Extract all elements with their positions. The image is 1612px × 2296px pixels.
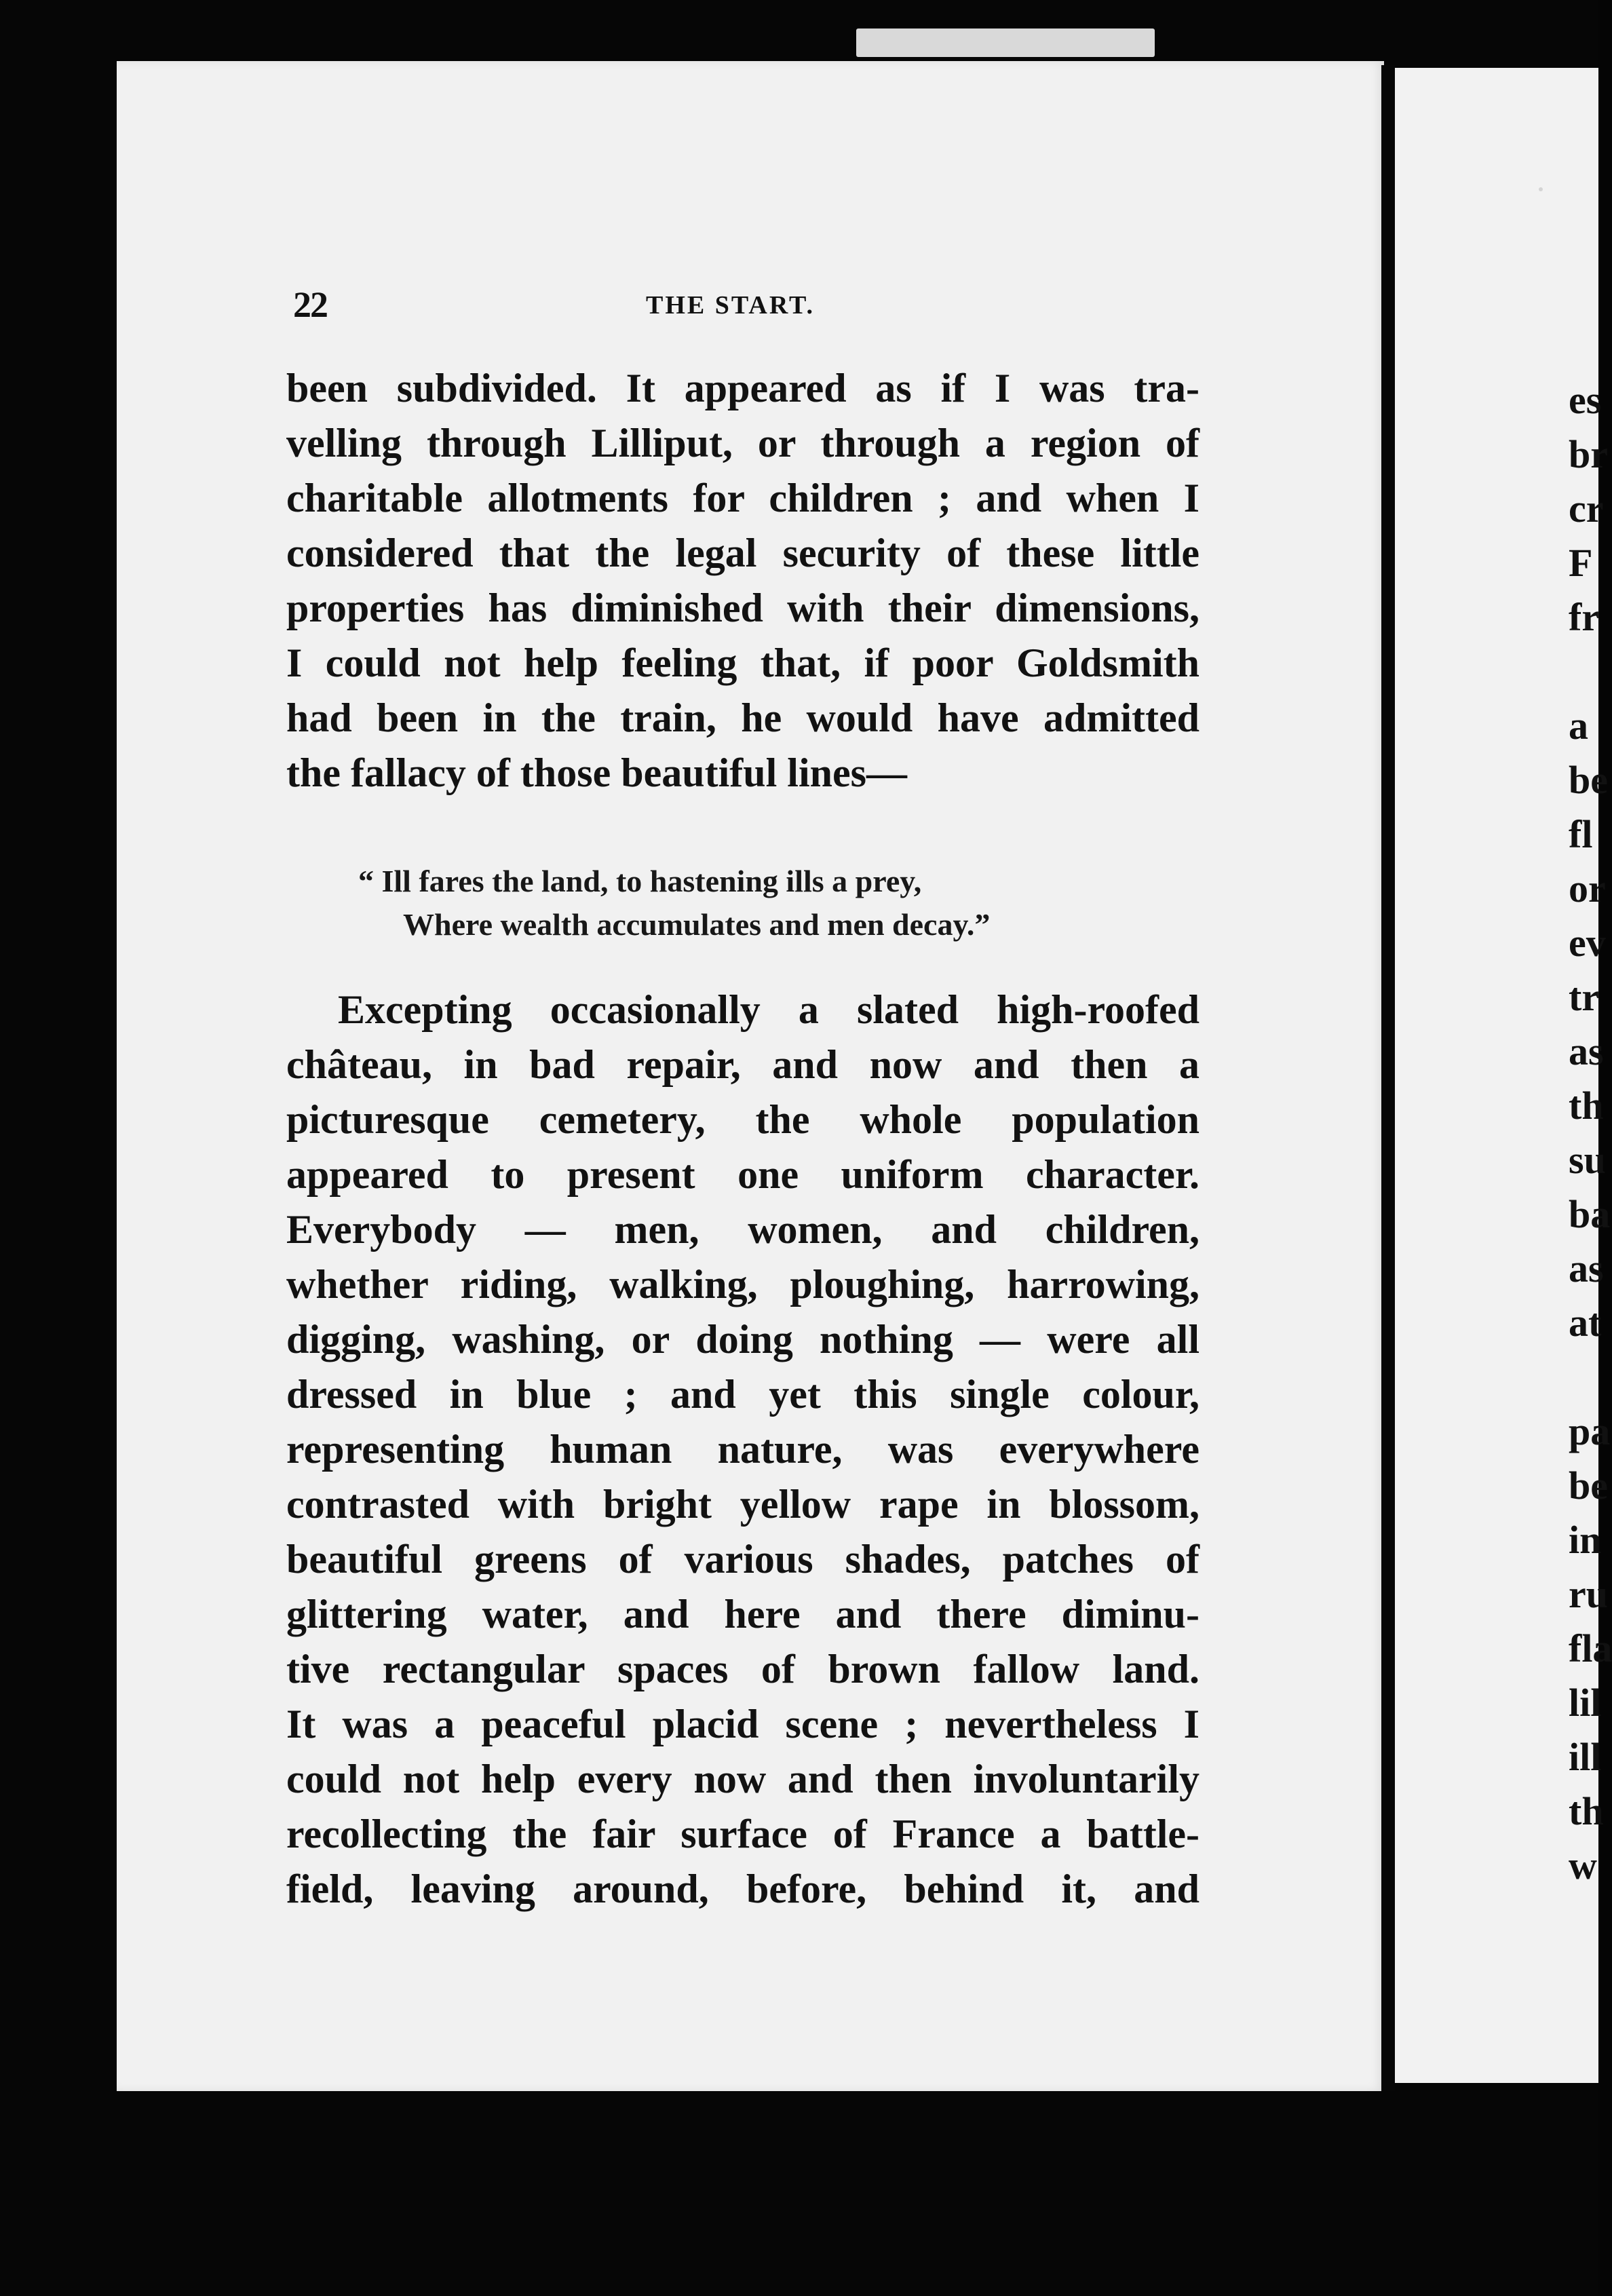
text-line: digging, washing, or doing nothing — were all: [286, 1317, 1200, 1362]
text-line: I could not help feeling that, if poor Goldsmith: [286, 640, 1200, 685]
fragment: a: [1569, 704, 1588, 748]
quote-line: Where wealth accumulates and men decay.”: [403, 907, 991, 942]
fragment: w: [1569, 1843, 1597, 1888]
text-line: glittering water, and here and there diminu-: [286, 1592, 1200, 1637]
fragment: be: [1569, 1463, 1608, 1508]
text-line: velling through Lilliput, or through a region of: [286, 421, 1200, 465]
fragment: as: [1569, 1029, 1604, 1073]
fragment: fla: [1569, 1626, 1612, 1670]
text-line: been subdivided. It appeared as if I was tra-: [286, 366, 1200, 410]
fragment: at: [1569, 1301, 1602, 1345]
fragment-gap: [1569, 1350, 1598, 1404]
verse-quotation: [358, 860, 1037, 946]
text-line: representing human nature, was everywhere: [286, 1427, 1200, 1472]
fragment: or: [1569, 866, 1606, 911]
fragment: as: [1569, 1246, 1604, 1290]
fragment: lil: [1569, 1681, 1602, 1725]
fragment: F: [1569, 541, 1593, 585]
paragraph-one: [286, 361, 1200, 801]
text-line: appeared to present one uniform character.: [286, 1152, 1200, 1197]
quote-line: “ Ill fares the land, to hastening ills a prey,: [358, 864, 922, 898]
book-gutter: [1381, 65, 1395, 2091]
fragment: in: [1569, 1518, 1602, 1562]
text-line: recollecting the fair surface of France a battle-: [286, 1812, 1200, 1856]
text-line: dressed in blue ; and yet this single colour,: [286, 1372, 1200, 1417]
text-line: charitable allotments for children ; and when I: [286, 476, 1200, 520]
text-line: Excepting occasionally a slated high-roofed: [338, 987, 1200, 1032]
text-line: could not help every now and then involuntarily: [286, 1757, 1200, 1801]
running-title: THE START.: [646, 291, 815, 320]
text-line: picturesque cemetery, the whole population: [286, 1097, 1200, 1142]
paragraph-two: [286, 982, 1200, 1917]
right-page: [1395, 68, 1612, 2083]
fragment: su: [1569, 1138, 1606, 1182]
fragment: tr: [1569, 975, 1600, 1019]
fragment: fr: [1569, 595, 1600, 639]
paper-speck: [1539, 187, 1543, 191]
text-line: had been in the train, he would have admitted: [286, 695, 1200, 740]
running-head: [293, 284, 1195, 331]
text-line: Everybody — men, women, and children,: [286, 1207, 1200, 1252]
fragment: ev: [1569, 921, 1606, 965]
text-line: the fallacy of those beautiful lines—: [286, 750, 907, 795]
fragment: br: [1569, 432, 1608, 476]
text-line: It was a peaceful placid scene ; nevertheless I: [286, 1702, 1200, 1746]
page-number: 22: [293, 284, 327, 325]
text-line: tive rectangular spaces of brown fallow land.: [286, 1647, 1200, 1691]
fragment: ill: [1569, 1735, 1602, 1779]
fragment: fl: [1569, 812, 1593, 856]
right-page-text-fragments: [1569, 373, 1612, 1893]
fragment: ba: [1569, 1192, 1611, 1236]
fragment-gap: [1569, 645, 1598, 699]
text-line: properties has diminished with their dimensions,: [286, 586, 1200, 630]
text-line: field, leaving around, before, behind it, and: [286, 1867, 1200, 1911]
text-line: contrasted with bright yellow rape in blossom,: [286, 1482, 1200, 1527]
fragment: th: [1569, 1084, 1604, 1128]
fragment: be: [1569, 758, 1608, 802]
fragment: es: [1569, 378, 1602, 422]
fragment: ru: [1569, 1572, 1608, 1616]
text-line: château, in bad repair, and now and then a: [286, 1042, 1200, 1087]
fragment: pa: [1569, 1409, 1611, 1453]
text-line: beautiful greens of various shades, patches of: [286, 1537, 1200, 1582]
fragment: th: [1569, 1789, 1604, 1833]
text-line: whether riding, walking, ploughing, harrowing,: [286, 1262, 1200, 1307]
fragment: cr: [1569, 486, 1604, 531]
text-line: considered that the legal security of these little: [286, 531, 1200, 575]
top-paper-strip: [856, 28, 1155, 57]
